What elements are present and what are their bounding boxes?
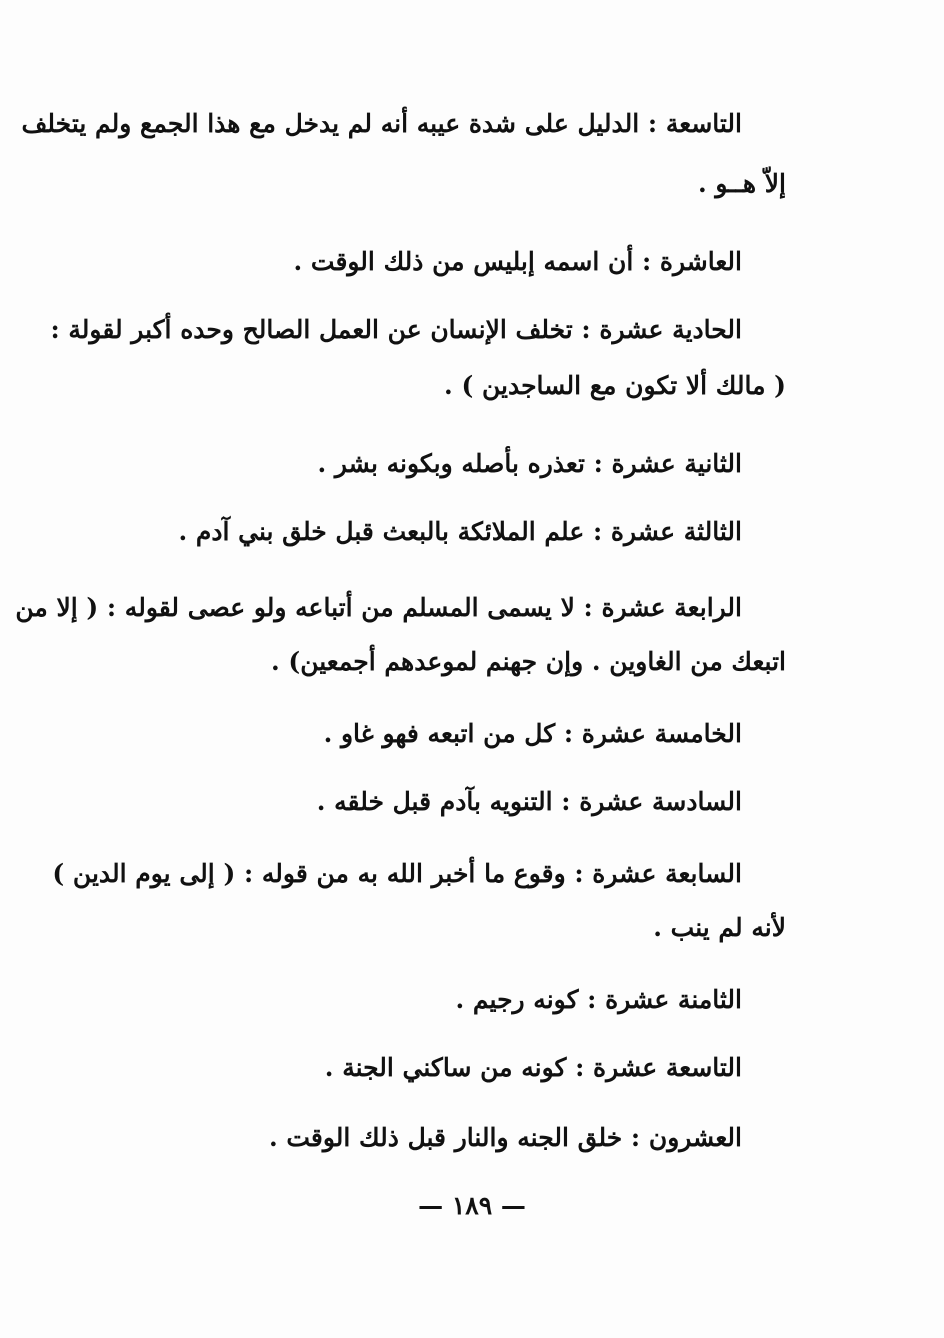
paragraph-line: السابعة عشرة : وقوع ما أخبر الله به من قوله : ( إلى يوم الدين ) [52, 859, 742, 888]
paragraph-line: الثامنة عشرة : كونه رجيم . [455, 985, 742, 1014]
paragraph-line: لأنه لم ينب . [653, 913, 786, 942]
paragraph-line: إلاّ هــو . [697, 169, 786, 198]
paragraph-line: الحادية عشرة : تخلف الإنسان عن العمل الصالح وحده أكبر لقولة : [50, 315, 742, 344]
paragraph-line: اتبعك من الغاوين . وإن جهنم لموعدهم أجمعين) . [270, 647, 786, 676]
paragraph-line: الثالثة عشرة : علم الملائكة بالبعث قبل خلق بني آدم . [178, 517, 742, 546]
paragraph-line: التاسعة : الدليل على شدة عيبه أنه لم يدخل مع هذا الجمع ولم يتخلف [21, 109, 742, 138]
paragraph-line: السادسة عشرة : التنويه بآدم قبل خلقه . [316, 787, 742, 816]
paragraph-line: الرابعة عشرة : لا يسمى المسلم من أتباعه ولو عصى لقوله : ( إلا من [15, 593, 742, 622]
paragraph-line: العشرون : خلق الجنه والنار قبل ذلك الوقت . [268, 1123, 742, 1152]
paragraph-line: الثانية عشرة : تعذره بأصله وبكونه بشر . [317, 449, 742, 478]
page-number: — ١٨٩ — [418, 1191, 526, 1220]
paragraph-line: الخامسة عشرة : كل من اتبعه فهو غاو . [323, 719, 742, 748]
paragraph-line: العاشرة : أن اسمه إبليس من ذلك الوقت . [293, 247, 742, 276]
paragraph-line: ( مالك ألا تكون مع الساجدين ) . [444, 371, 786, 400]
paragraph-line: التاسعة عشرة : كونه من ساكني الجنة . [324, 1053, 742, 1082]
